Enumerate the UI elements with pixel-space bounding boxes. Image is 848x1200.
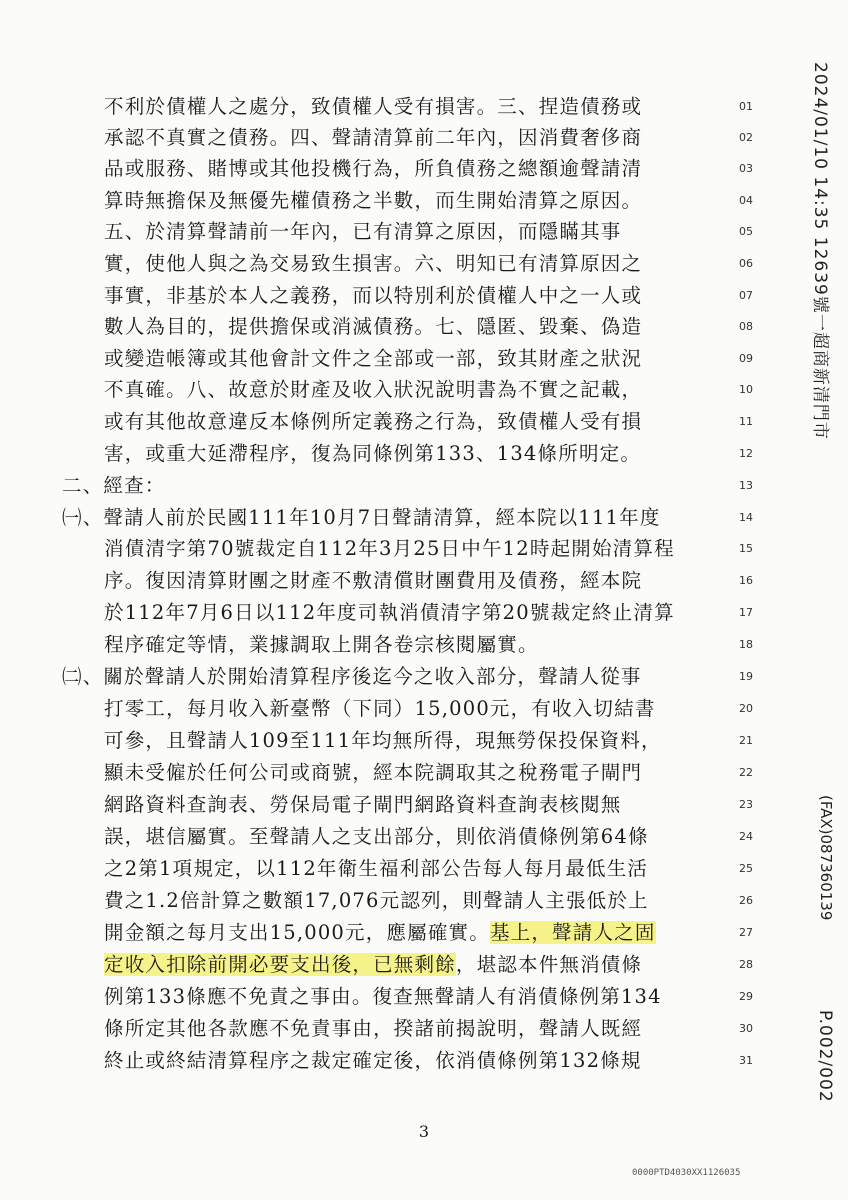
highlighted-text: 基上，聲請人之固 (489, 921, 656, 944)
line-text: 算時無擔保及無優先權債務之半數，而生開始清算之原因。 (104, 189, 643, 212)
line-text (104, 918, 656, 948)
line-number: 01 (739, 100, 753, 113)
line-number: 16 (739, 574, 753, 587)
line-text: 例第133條應不免責之事由。復查無聲請人有消債條例第134 (104, 985, 662, 1008)
line-number: 08 (739, 320, 753, 333)
line-number: 17 (739, 606, 753, 619)
line-text: 費之1.2倍計算之數額17,076元認列，則聲請人主張低於上 (104, 889, 649, 912)
fax-number: (FAX)087360139 (817, 795, 835, 921)
line-number: 04 (739, 194, 753, 207)
line-number: 15 (739, 542, 753, 555)
line-text: 承認不真實之債務。四、聲請清算前二年內，因消費奢侈商 (104, 126, 643, 149)
line-number: 19 (739, 670, 753, 683)
line-number: 23 (739, 798, 753, 811)
line-number: 03 (739, 162, 753, 175)
line-number: 09 (739, 352, 753, 365)
line-text: 事實，非基於本人之義務，而以特別利於債權人中之一人或 (104, 284, 643, 307)
line-text: 不真確。八、故意於財產及收入狀況說明書為不實之記載， (104, 378, 643, 401)
line-number: 18 (739, 638, 753, 651)
line-number: 13 (739, 479, 753, 492)
line-number: 27 (739, 926, 753, 939)
line-text: 打零工，每月收入新臺幣（下同）15,000元，有收入切結書 (104, 697, 656, 720)
line-text: 不利於債權人之處分，致債權人受有損害。三、捏造債務或 (104, 95, 643, 118)
line-text: 於112年7月6日以112年度司執消債清字第20號裁定終止清算 (104, 601, 675, 624)
line-number: 10 (739, 383, 753, 396)
line-number: 06 (739, 257, 753, 270)
line-text: 消債清字第70號裁定自112年3月25日中午12時起開始清算程 (104, 537, 675, 560)
line-text: 終止或終結清算程序之裁定確定後，依消債條例第132條規 (104, 1049, 642, 1072)
line-number: 20 (739, 702, 753, 715)
line-text: 或變造帳簿或其他會計文件之全部或一部，致其財產之狀況 (104, 347, 643, 370)
line-number: 28 (739, 958, 753, 971)
highlighted-text: 定收入扣除前開必要支出後，已無剩餘 (104, 953, 456, 976)
heading-text: 二、經查： (62, 474, 166, 497)
line-text: 序。復因清算財團之財產不敷清償財團費用及債務，經本院 (104, 569, 643, 592)
line-text: 程序確定等情，業據調取上開各卷宗核閱屬實。 (104, 633, 539, 656)
line-text-plain: 開金額之每月支出15,000元，應屬確實。 (104, 921, 490, 944)
line-number: 12 (739, 447, 753, 460)
line-text: 或有其他故意違反本條例所定義務之行為，致債權人受有損 (104, 410, 643, 433)
line-number: 26 (739, 894, 753, 907)
line-text: 條所定其他各款應不免責事由，揆諸前揭說明，聲請人既經 (104, 1017, 643, 1040)
line-number: 11 (739, 415, 753, 428)
line-number: 22 (739, 766, 753, 779)
fax-page-count: P.002/002 (815, 1010, 835, 1103)
line-text: 實，使他人與之為交易致生損害。六、明知已有清算原因之 (104, 252, 643, 275)
line-text (104, 950, 642, 980)
line-number: 07 (739, 289, 753, 302)
line-number: 21 (739, 734, 753, 747)
line-text-plain: ，堪認本件無消債條 (455, 953, 643, 976)
line-text: 品或服務、賭博或其他投機行為，所負債務之總額逾聲請清 (104, 157, 643, 180)
line-text: 誤，堪信屬實。至聲請人之支出部分，則依消債條例第64條 (104, 825, 649, 848)
line-text: 數人為目的，提供擔保或消滅債務。七、隱匿、毀棄、偽造 (104, 315, 643, 338)
line-text: 可參，且聲請人109至111年均無所得，現無勞保投保資料， (104, 729, 662, 752)
line-text: ㈡、關於聲請人於開始清算程序後迄今之收入部分，聲請人從事 (62, 665, 642, 688)
line-number: 24 (739, 830, 753, 843)
line-number: 02 (739, 131, 753, 144)
line-text: 害，或重大延滯程序，復為同條例第133、134條所明定。 (104, 442, 642, 465)
line-number: 25 (739, 862, 753, 875)
line-number: 29 (739, 990, 753, 1003)
line-text: 之2第1項規定，以112年衛生福利部公告每人每月最低生活 (104, 857, 649, 880)
line-text: 網路資料查詢表、勞保局電子閘門網路資料查詢表核閱無 (104, 793, 622, 816)
page-number: 3 (418, 1122, 430, 1141)
footer-code: 0000PTD4030XX1126035 (632, 1168, 741, 1178)
line-number: 14 (739, 511, 753, 524)
line-number: 05 (739, 225, 753, 238)
line-text: ㈠、聲請人前於民國111年10月7日聲請清算，經本院以111年度 (62, 506, 661, 529)
fax-datetime-header: 2024/01/10 14:35 12639號一超商新清門市 (810, 62, 830, 440)
line-text: 五、於清算聲請前一年內，已有清算之原因，而隱瞞其事 (104, 220, 622, 243)
line-text: 顯未受僱於任何公司或商號，經本院調取其之稅務電子閘門 (104, 761, 643, 784)
line-number: 31 (739, 1054, 753, 1067)
line-number: 30 (739, 1022, 753, 1035)
